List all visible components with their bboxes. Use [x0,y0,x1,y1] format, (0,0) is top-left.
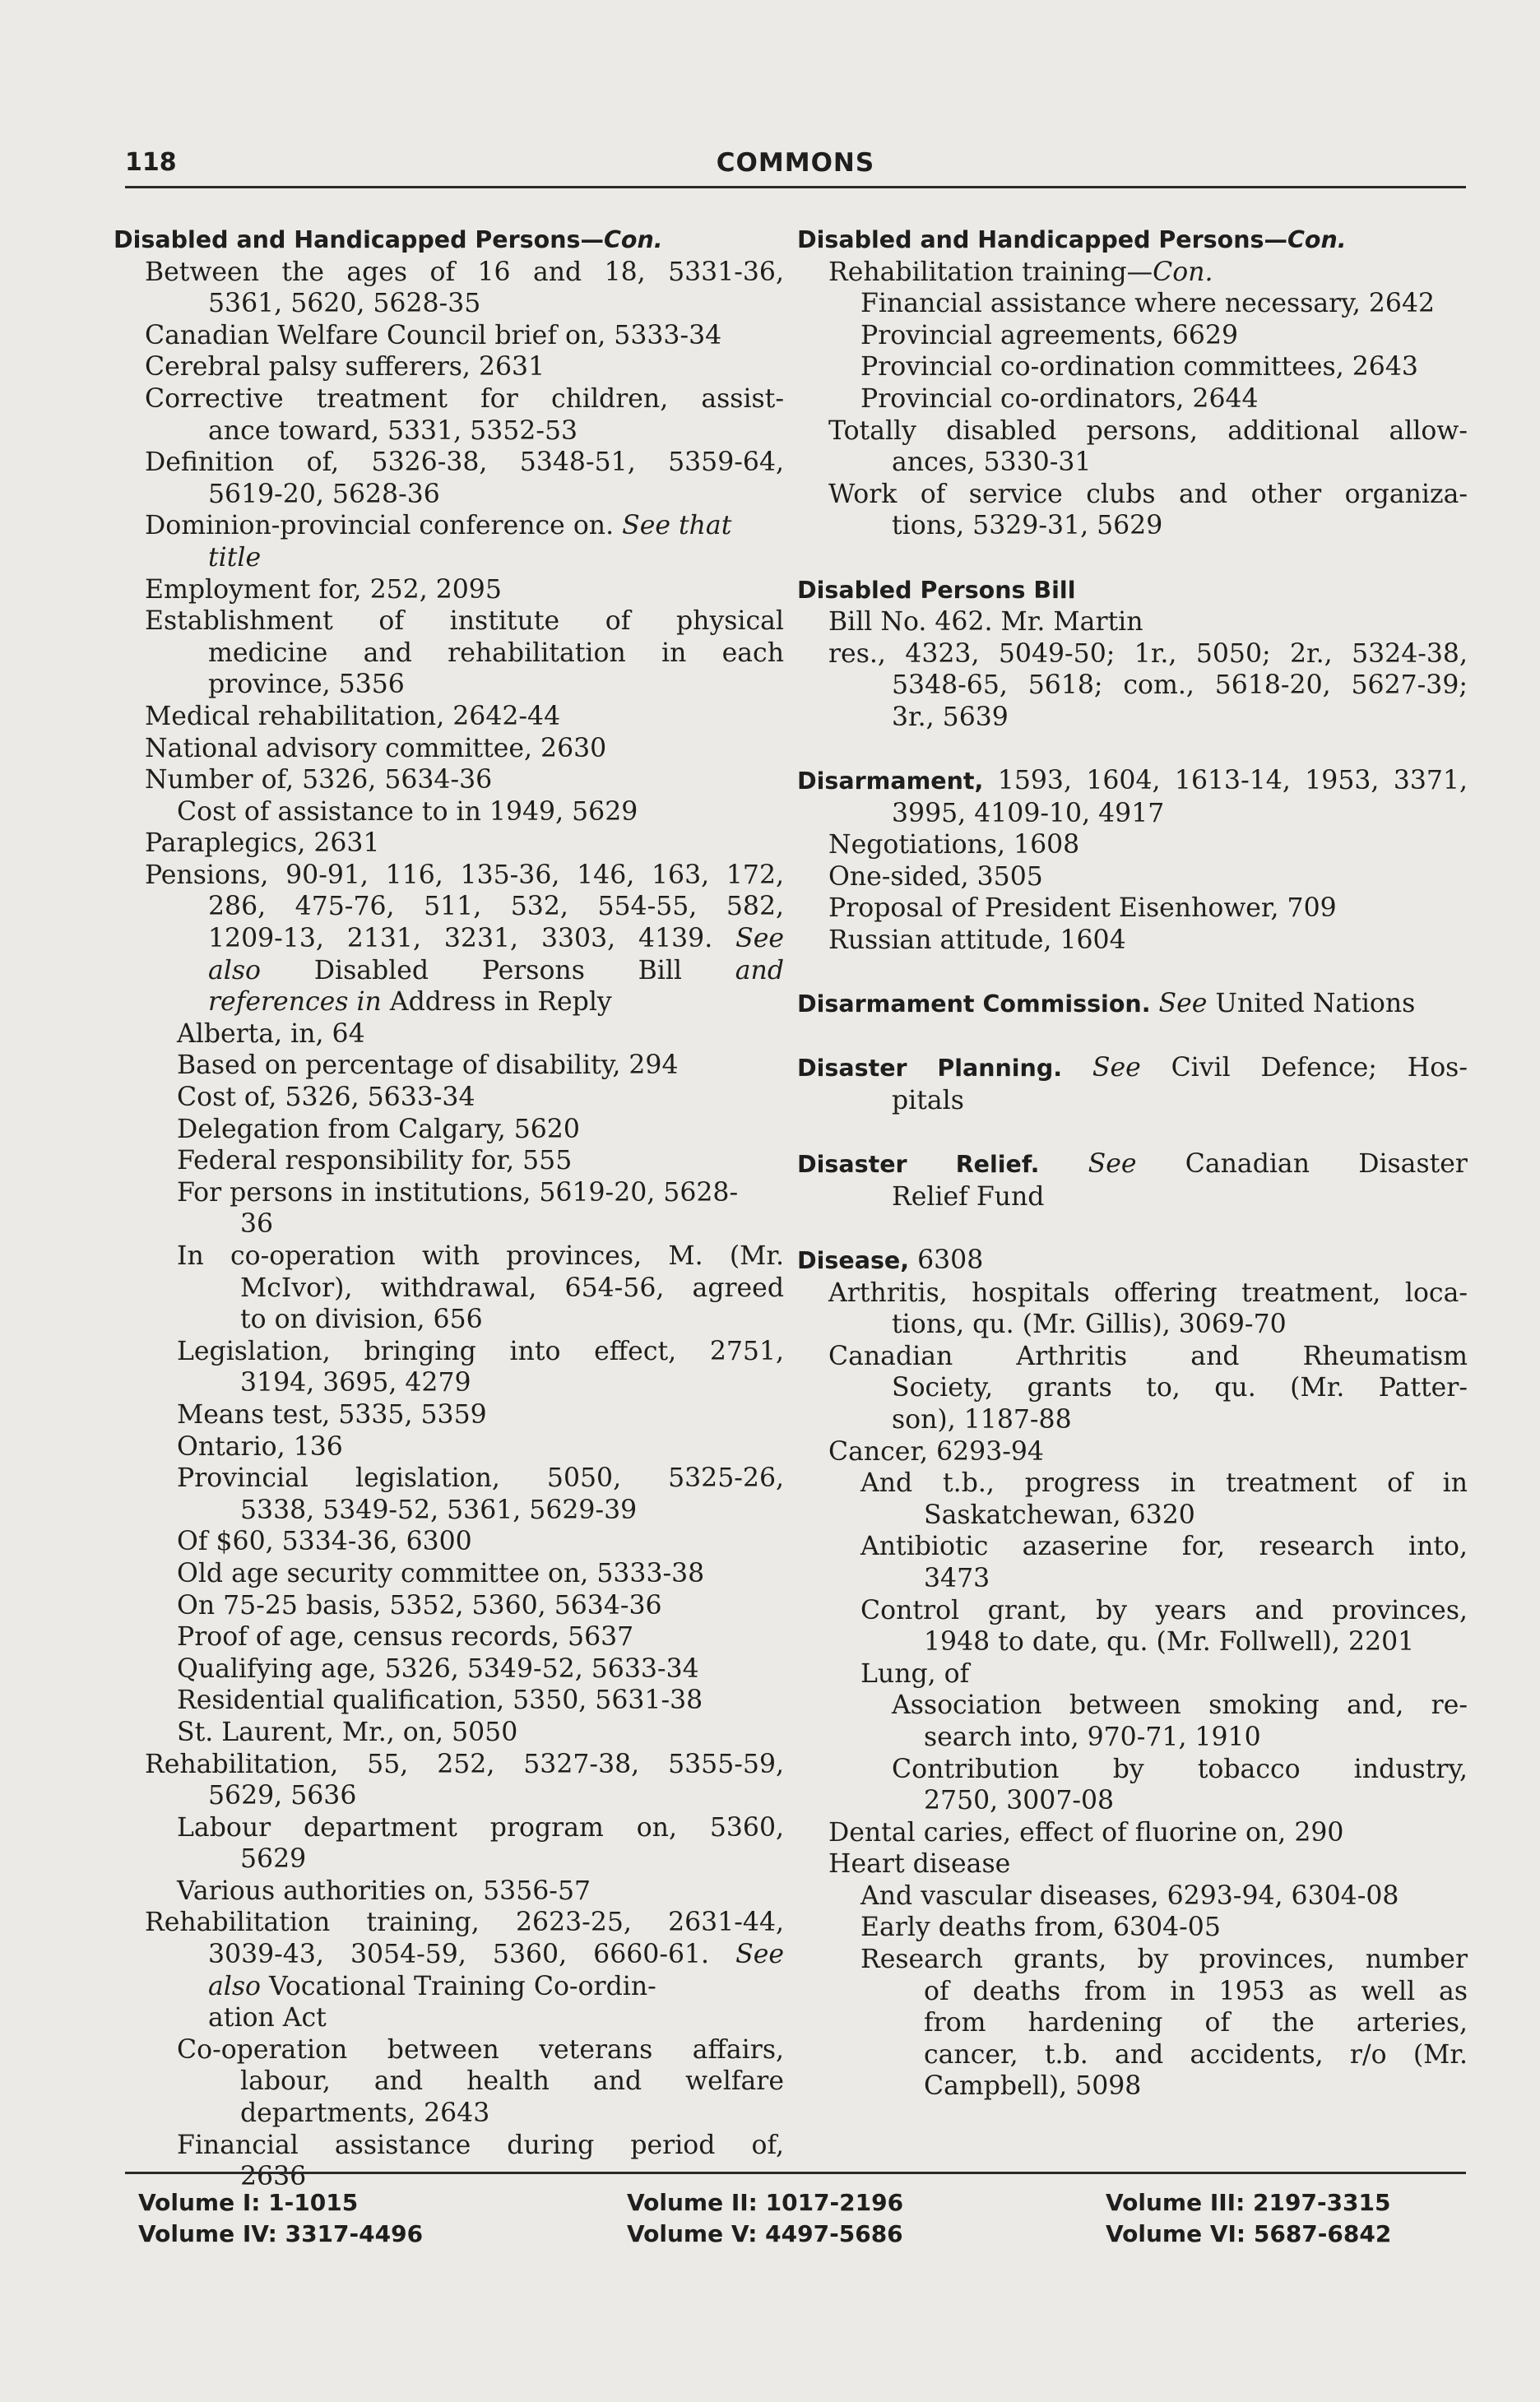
index-entry [797,1944,1468,1976]
entry-text: Co-operation between veterans affairs, [177,2034,784,2065]
index-entry [797,415,1468,447]
volume-range: Volume IV: 3317-4496 [138,2220,424,2247]
index-entry [114,1971,784,2003]
entry-text: medicine and rehabilitation in each [208,638,784,668]
index-entry [797,383,1468,415]
index-entry [114,2066,784,2098]
index-entry [797,638,1468,670]
index-entry [797,798,1468,830]
index-entry [797,447,1468,479]
entry-text: Antibiotic azaserine for, research into, [860,1532,1468,1562]
entry-text: 2750, 3007-08 [924,1786,1115,1816]
index-entry [114,1273,784,1305]
entry-text: Canadian Disaster [1136,1149,1468,1180]
index-entry [797,1848,1468,1880]
index-entry [797,257,1468,289]
heading-text: Disarmament Commission. [797,990,1151,1018]
entry-text: Arthritis, hospitals offering treatment, loca- [828,1278,1468,1308]
index-entry [797,288,1468,320]
index-entry [114,1907,784,1939]
entry-text: Society, grants to, qu. (Mr. Patter- [892,1373,1468,1403]
entry-text: Delegation from Calgary, 5620 [177,1114,580,1144]
entry-text: Proof of age, census records, 5637 [177,1622,634,1653]
heading-continued: Con. [1287,226,1347,253]
right-column [797,224,1468,2103]
entry-text: 1209-13, 2131, 3231, 3303, 4139. [208,924,736,954]
entry-text: Canadian Welfare Council brief on, 5333-34 [145,320,722,350]
heading-text: Disaster Planning. [797,1055,1063,1083]
index-entry [114,542,784,574]
index-entry [114,605,784,638]
entry-text: Heart disease [828,1849,1011,1880]
index-entry [114,383,784,415]
entry-text: Russian attitude, 1604 [828,925,1126,956]
index-heading [797,574,1468,607]
index-entry [797,351,1468,383]
index-entry [797,1595,1468,1627]
footer-column-1 [138,2187,423,2250]
index-entry [114,923,784,955]
index-heading [797,765,1468,798]
index-entry [114,415,784,447]
index-entry [114,796,784,828]
index-entry [114,860,784,892]
entry-text: Lung, of [860,1658,970,1689]
volume-range: Volume V: 4497-5686 [627,2220,903,2247]
entry-text: Early deaths from, 6304-05 [860,1913,1221,1943]
entry-text: Disabled Persons Bill [260,955,735,985]
index-entry [797,1278,1468,1310]
entry-text: Proposal of President Eisenhower, 709 [828,893,1337,924]
see-reference: See [1062,1053,1141,1083]
index-entry [114,479,784,511]
entry-text: 2636 [240,2162,307,2192]
entry-text: 5348-65, 5618; com., 5618-20, 5627-39; [892,670,1468,701]
entry-text: Cost of assistance to in 1949, 5629 [177,796,638,827]
volume-range: Volume I: 1-1015 [138,2189,359,2216]
entry-text: province, 5356 [208,670,405,700]
entry-text: 5361, 5620, 5628-35 [208,289,481,319]
index-entry [797,2007,1468,2039]
index-entry [114,1208,784,1240]
entry-text: 5619-20, 5628-36 [208,479,440,509]
entry-text: Cost of, 5326, 5633-34 [177,1083,475,1113]
entry-text: Corrective treatment for children, assist- [145,383,784,414]
index-entry [114,1018,784,1050]
entry-text: Bill No. 462. Mr. Martin [828,607,1143,638]
spacer [797,1117,1468,1149]
index-entry [797,1372,1468,1404]
entry-text: 36 [240,1209,274,1240]
index-entry [797,1690,1468,1722]
entry-text: res., 4323, 5049-50; 1r., 5050; 2r., 5324-38, [828,638,1468,669]
entry-text: cancer, t.b. and accidents, r/o (Mr. [924,2039,1468,2070]
index-entry [114,764,784,796]
entry-text: And vascular diseases, 6293-94, 6304-08 [860,1880,1399,1911]
left-column [114,224,784,2193]
entry-text: ance toward, 5331, 5352-53 [208,415,578,446]
index-entry [797,1436,1468,1468]
entry-text: National advisory committee, 2630 [145,733,607,763]
entry-text: son), 1187-88 [892,1404,1072,1435]
entry-text: Of $60, 5334-36, 6300 [177,1527,472,1557]
heading-continued: Con. [603,226,663,253]
index-entry [797,925,1468,957]
spacer [797,1213,1468,1245]
index-entry [114,2034,784,2066]
entry-text: Saskatchewan, 6320 [924,1500,1195,1530]
entry-text: Means test, 5335, 5359 [177,1399,487,1430]
index-entry [114,1780,784,1812]
index-entry [797,1563,1468,1595]
entry-text: Cerebral palsy sufferers, 2631 [145,352,545,383]
index-entry [797,1658,1468,1690]
entry-text: Number of, 5326, 5634-36 [145,765,493,795]
index-entry [114,288,784,320]
entry-text: Association between smoking and, re- [892,1690,1468,1721]
index-heading [114,224,784,257]
index-entry [114,447,784,479]
entry-text: to on division, 656 [240,1305,483,1335]
index-entry [797,510,1468,542]
entry-text: 3194, 3695, 4279 [240,1368,471,1398]
index-entry [114,1653,784,1686]
index-entry [797,1880,1468,1913]
entry-text: Pensions, 90-91, 116, 135-36, 146, 163, 172, [145,860,784,890]
entry-text: Labour department program on, 5360, [177,1812,784,1843]
see-reference: See [735,1940,784,1970]
index-entry [797,1626,1468,1658]
spacer [797,957,1468,989]
heading-text: Disaster Relief. [797,1151,1040,1179]
entry-text: Provincial co-ordinators, 2644 [860,383,1259,414]
index-entry [797,606,1468,638]
index-entry [797,2070,1468,2103]
index-entry [114,574,784,606]
entry-text: Financial assistance where necessary, 2642 [860,289,1436,319]
entry-text: Dental caries, effect of fluorine on, 290 [828,1817,1344,1848]
index-entry [114,986,784,1018]
index-entry [114,1717,784,1749]
index-entry [114,1939,784,1971]
entry-text: Qualifying age, 5326, 5349-52, 5633-34 [177,1653,699,1684]
entry-text: Address in Reply [381,987,612,1018]
index-heading [797,1245,1468,1278]
index-entry [114,2002,784,2034]
spacer [797,1021,1468,1053]
index-entry [114,1749,784,1781]
index-entry [797,861,1468,893]
index-entry [797,1912,1468,1944]
entry-text: Financial assistance during period of, [177,2130,784,2160]
index-entry [114,510,784,542]
entry-text: 5338, 5349-52, 5361, 5629-39 [240,1495,638,1525]
index-entry [114,638,784,670]
index-entry [114,1177,784,1209]
entry-text: Relief Fund [892,1181,1045,1212]
entry-text: tions, 5329-31, 5629 [892,511,1163,541]
index-entry [797,1468,1468,1500]
heading-text: Disease, [797,1247,910,1274]
entry-text: On 75-25 basis, 5352, 5360, 5634-36 [177,1590,662,1621]
entry-text: Negotiations, 1608 [828,830,1080,860]
index-entry [797,1341,1468,1373]
entry-text: Provincial agreements, 6629 [860,320,1239,350]
index-entry [114,1526,784,1558]
see-reference: title [208,542,262,573]
see-reference: also [208,1971,261,2001]
index-entry [797,1722,1468,1754]
see-reference: See that [622,511,732,541]
entry-text: 3995, 4109-10, 4917 [892,798,1165,828]
page-number: 118 [125,148,177,177]
entry-text: Rehabilitation training— [828,257,1153,287]
entry-text: Between the ages of 16 and 18, 5331-36, [145,257,784,287]
entry-text: Establishment of institute of physical [145,606,784,637]
entry-text: Rehabilitation, 55, 252, 5327-38, 5355-59, [145,1749,784,1779]
entry-text: Totally disabled persons, additional allow- [828,415,1468,446]
entry-text: Control grant, by years and provinces, [860,1595,1468,1625]
entry-text: 286, 475-76, 511, 532, 554-55, 582, [208,892,784,922]
see-reference: also [208,955,261,985]
index-entry [114,891,784,923]
index-entry [797,829,1468,861]
index-entry [797,1785,1468,1817]
spacer [797,542,1468,574]
volume-range: Volume VI: 5687-6842 [1106,2220,1392,2247]
entry-text: Contribution by tobacco industry, [892,1754,1468,1784]
entry-text: Employment for, 252, 2095 [145,574,502,605]
entry-text: Medical rehabilitation, 2642-44 [145,701,561,731]
index-entry [114,1050,784,1082]
entry-text: Various authorities on, 5356-57 [177,1876,591,1906]
entry-text: from hardening of the arteries, [924,2008,1468,2038]
index-heading [797,1052,1468,1085]
entry-text: pitals [892,1086,964,1116]
heading-text: Disabled Persons Bill [797,576,1076,604]
entry-text: Alberta, in, 64 [177,1018,365,1049]
index-entry [797,1531,1468,1563]
index-entry [114,1812,784,1844]
entry-text: 3473 [924,1563,990,1593]
index-heading [797,224,1468,257]
index-entry [797,1309,1468,1341]
page-header [125,148,1466,188]
index-entry [797,479,1468,511]
see-reference: See [1039,1149,1137,1180]
index-entry [797,1181,1468,1213]
entry-text: Cancer, 6293-94 [828,1436,1044,1467]
index-entry [797,1085,1468,1117]
entry-text: St. Laurent, Mr., on, 5050 [177,1717,518,1747]
index-entry [114,1590,784,1622]
entry-text: Work of service clubs and other organiza- [828,479,1468,509]
entry-text: Dominion-provincial conference on. [145,511,623,541]
index-entry [114,955,784,987]
index-entry [797,2039,1468,2071]
entry-text: Legislation, bringing into effect, 2751, [177,1336,784,1366]
heading-text: Disabled and Handicapped Persons— [797,226,1287,253]
index-entry [114,1431,784,1463]
index-entry [114,257,784,289]
entry-text: labour, and health and welfare [240,2066,784,2097]
see-reference: See [1150,989,1208,1019]
index-entry [114,1876,784,1908]
index-entry [114,669,784,701]
index-entry [797,670,1468,702]
entry-text: One-sided, 3505 [828,861,1043,892]
index-entry [114,1463,784,1495]
entry-text: Vocational Training Co-ordin- [260,1971,656,2001]
entry-text: tions, qu. (Mr. Gillis), 3069-70 [892,1310,1287,1340]
entry-text: ances, 5330-31 [892,447,1092,478]
see-reference: Con. [1153,257,1213,287]
entry-text: Ontario, 136 [177,1431,343,1462]
see-reference: references in [208,987,382,1018]
index-entry [114,1685,784,1717]
index-entry [114,1240,784,1273]
see-reference: See [735,924,784,954]
index-entry [114,1558,784,1590]
index-entry [797,1754,1468,1786]
index-entry [114,1843,784,1876]
entry-text: McIvor), withdrawal, 654-56, agreed [240,1273,784,1303]
index-entry [114,1114,784,1146]
entry-text: 3039-43, 3054-59, 5360, 6660-61. [208,1940,736,1970]
entry-pages: 1593, 1604, 1613-14, 1953, 3371, [983,766,1468,796]
index-entry [114,351,784,383]
volume-range: Volume III: 2197-3315 [1106,2189,1391,2216]
entry-text: Rehabilitation training, 2623-25, 2631-44, [145,1908,784,1938]
entry-text: Canadian Arthritis and Rheumatism [828,1341,1468,1371]
index-entry [114,701,784,733]
heading-text: Disabled and Handicapped Persons— [114,226,604,253]
index-entry [797,893,1468,925]
entry-text: Based on percentage of disability, 294 [177,1050,679,1081]
entry-text: ation Act [208,2003,327,2033]
entry-text: 3r., 5639 [892,702,1009,732]
index-heading [797,1148,1468,1181]
index-entry [114,1399,784,1431]
entry-text: 5629, 5636 [208,1781,357,1811]
index-entry [114,1145,784,1177]
index-entry [114,320,784,352]
index-entry [114,1304,784,1336]
entry-text: Civil Defence; Hos- [1140,1053,1468,1083]
heading-text: Disarmament, [797,767,984,795]
index-entry [797,320,1468,352]
index-entry [114,1367,784,1399]
index-entry [114,2098,784,2130]
index-entry [114,2130,784,2162]
index-entry [797,1976,1468,2008]
entry-text: Residential qualification, 5350, 5631-38 [177,1686,703,1716]
index-entry [114,733,784,765]
see-reference: and [735,955,784,985]
index-entry [114,1495,784,1527]
entry-text: In co-operation with provinces, M. (Mr. [177,1241,784,1271]
index-entry [797,702,1468,734]
entry-text: Research grants, by provinces, number [860,1945,1468,1975]
entry-text: For persons in institutions, 5619-20, 5628- [177,1177,739,1208]
entry-text: departments, 2643 [240,2098,490,2129]
index-entry [114,1082,784,1114]
entry-text: Provincial legislation, 5050, 5325-26, [177,1463,784,1494]
entry-text: Paraplegics, 2631 [145,828,380,859]
entry-text: Definition of, 5326-38, 5348-51, 5359-64, [145,447,784,478]
entry-text: 1948 to date, qu. (Mr. Follwell), 2201 [924,1627,1415,1658]
entry-text: Federal responsibility for, 555 [177,1146,573,1176]
footer-column-3 [1106,2187,1391,2250]
entry-text: of deaths from in 1953 as well as [924,1976,1468,2006]
spacer [797,734,1468,766]
entry-text: search into, 970-71, 1910 [924,1722,1261,1752]
footer-column-2 [627,2187,903,2250]
index-entry [797,1817,1468,1849]
index-entry [114,828,784,860]
entry-text: United Nations [1207,989,1416,1019]
index-heading [797,988,1468,1021]
entry-text: Provincial co-ordination committees, 2643 [860,352,1418,383]
entry-text: Old age security committee on, 5333-38 [177,1558,705,1588]
entry-text: 5629 [240,1844,307,1875]
index-entry [797,1404,1468,1436]
index-entry [114,1336,784,1368]
entry-text: Campbell), 5098 [924,2071,1142,2102]
volume-range: Volume II: 1017-2196 [627,2189,904,2216]
entry-pages: 6308 [909,1245,984,1275]
index-entry [797,1500,1468,1532]
volume-footer [125,2172,1466,2247]
index-entry [114,1621,784,1653]
running-title: COMMONS [716,148,875,178]
entry-text: And t.b., progress in treatment of in [860,1468,1468,1499]
